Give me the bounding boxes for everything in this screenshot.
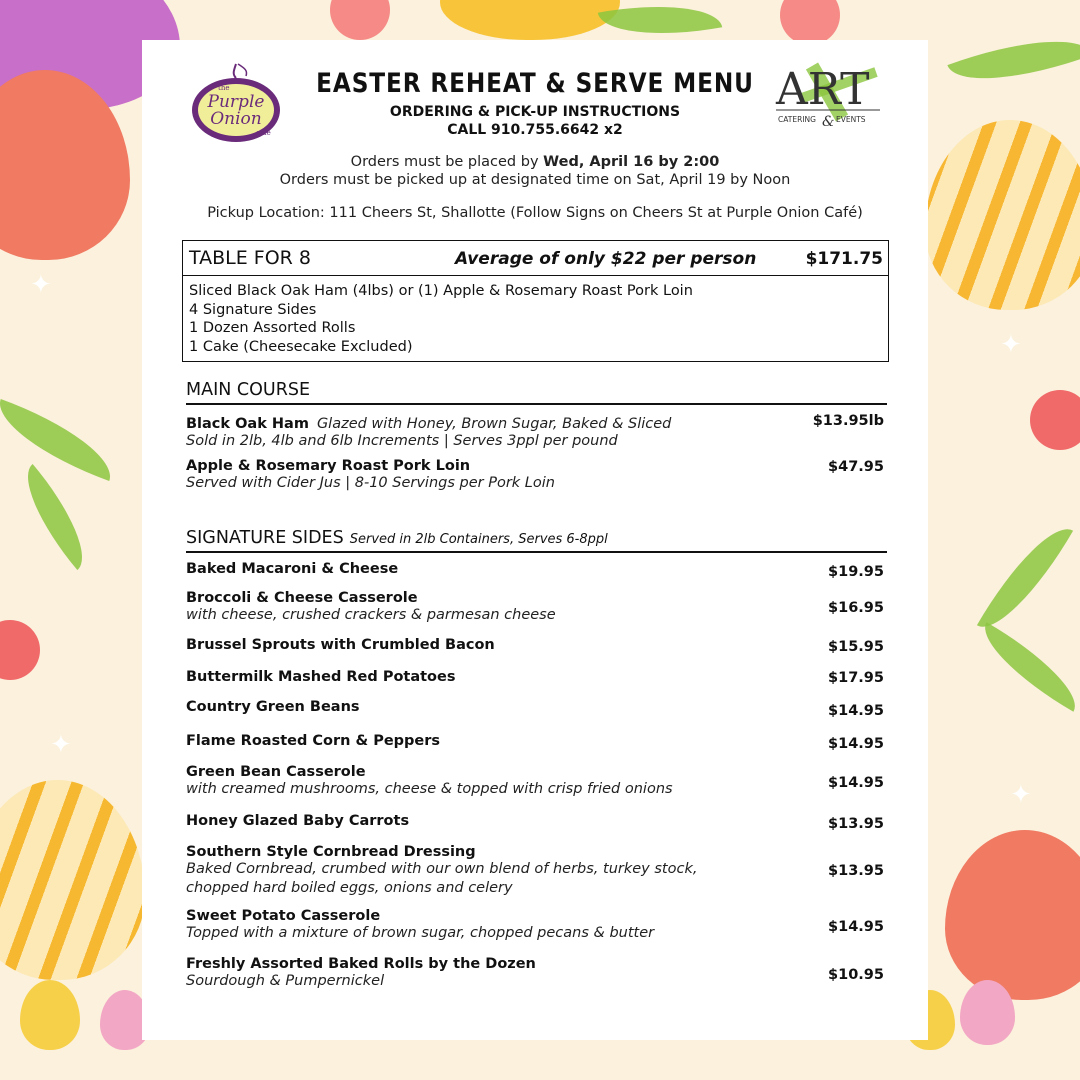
pink-flower-decoration: [330, 0, 390, 40]
menu-item-sweet-potato-casserole: [186, 908, 886, 943]
menu-item-black-oak-ham: [186, 413, 886, 451]
item-desc-line2: chopped hard boiled eggs, onions and celery: [186, 880, 513, 896]
yellow-egg-decoration: [440, 0, 620, 40]
art-tagline-amp: &: [822, 114, 835, 130]
item-desc: Sold in 2lb, 4lb and 6lb Increments | Serves 3ppl per pound: [186, 433, 618, 449]
menu-item-green-bean-casserole: [186, 764, 886, 799]
table-for-8-line: 4 Signature Sides: [189, 301, 317, 318]
logo-small-top: the: [218, 84, 230, 92]
menu-item-brussel-sprouts: [186, 637, 886, 653]
item-desc: Sourdough & Pumpernickel: [186, 973, 385, 989]
striped-egg-bottom-left: [0, 780, 145, 980]
leaf-decoration: [947, 17, 1080, 102]
item-price: $14.95: [828, 736, 884, 752]
item-price: $19.95: [828, 564, 884, 580]
item-name: Apple & Rosemary Roast Pork Loin: [186, 458, 471, 474]
pink-flower-decoration: [0, 620, 40, 680]
leaf-decoration: [977, 513, 1073, 644]
item-price: $14.95: [828, 775, 884, 791]
phone-number: CALL 910.755.6642 x2: [447, 122, 623, 138]
item-desc: Baked Cornbread, crumbed with our own blend of herbs, turkey stock,: [186, 861, 698, 877]
item-name: Brussel Sprouts with Crumbled Bacon: [186, 637, 495, 653]
order-deadline-prefix: Orders must be placed by: [350, 154, 544, 170]
ordering-instructions: ORDERING & PICK-UP INSTRUCTIONS: [389, 104, 681, 120]
sparkle-icon: ✦: [50, 730, 72, 760]
table-for-8-contents: [183, 276, 888, 356]
menu-title: EASTER REHEAT & SERVE MENU: [316, 68, 754, 99]
leaf-decoration: [0, 399, 123, 481]
menu-item-roasted-corn: [186, 733, 886, 752]
signature-sides-title: SIGNATURE SIDES: [186, 528, 344, 548]
item-price: $17.95: [828, 670, 884, 686]
item-desc: Served with Cider Jus | 8-10 Servings per Pork Loin: [186, 475, 555, 491]
order-deadline: Wed, April 16 by 2:00: [543, 154, 720, 170]
item-price: $13.95: [828, 863, 884, 879]
table-for-8-header: [183, 241, 888, 276]
menu-item-baked-rolls: [186, 956, 886, 991]
table-for-8-box: [182, 240, 889, 362]
signature-sides-note: Served in 2lb Containers, Serves 6-8ppl: [349, 532, 608, 547]
item-price: $13.95: [828, 816, 884, 832]
item-name: Southern Style Cornbread Dressing: [186, 844, 476, 860]
easter-egg-basket-left: [20, 980, 80, 1050]
menu-item-cornbread-dressing: [186, 844, 886, 898]
item-price: $13.95lb: [812, 413, 884, 429]
signature-sides-header: [186, 528, 887, 553]
main-course-title: MAIN COURSE: [186, 380, 311, 400]
pink-flower-decoration: [1030, 390, 1080, 450]
logo-line2: Onion: [210, 109, 262, 129]
menu-item-broccoli-casserole: [186, 590, 886, 625]
menu-item-baby-carrots: [186, 813, 886, 832]
leaf-decoration: [970, 622, 1080, 711]
item-name: Broccoli & Cheese Casserole: [186, 590, 418, 606]
table-for-8-price: $171.75: [805, 249, 883, 269]
table-for-8-line: 1 Dozen Assorted Rolls: [189, 320, 356, 336]
logo-small-bottom: café: [256, 129, 271, 137]
item-price: $16.95: [828, 600, 884, 616]
pickup-location: Pickup Location: 111 Cheers St, Shallotte (Follow Signs on Cheers St at Purple Onion Café): [207, 205, 863, 221]
sparkle-icon: ✦: [1000, 330, 1022, 360]
striped-egg-decoration: [925, 120, 1080, 310]
menu-item-mashed-potatoes: [186, 669, 886, 685]
item-name: Freshly Assorted Baked Rolls by the Dozen: [186, 956, 536, 972]
menu-card: [142, 40, 928, 1040]
item-name: Black Oak Ham: [186, 416, 309, 432]
item-price: $10.95: [828, 967, 884, 983]
item-inline-desc: Glazed with Honey, Brown Sugar, Baked & Sliced: [316, 416, 672, 432]
pickup-time: Orders must be picked up at designated time on Sat, April 19 by Noon: [279, 172, 791, 188]
art-tagline-left: CATERING: [778, 115, 816, 124]
table-for-8-line: 1 Cake (Cheesecake Excluded): [189, 338, 413, 355]
pink-flower-decoration: [780, 0, 840, 45]
item-name: Flame Roasted Corn & Peppers: [186, 733, 441, 749]
item-name: Honey Glazed Baby Carrots: [186, 813, 410, 829]
item-name: Sweet Potato Casserole: [186, 908, 381, 924]
art-logo-text: ART: [776, 64, 870, 115]
item-price: $15.95: [828, 639, 884, 655]
item-price: $14.95: [828, 703, 884, 719]
item-name: Country Green Beans: [186, 699, 360, 715]
table-for-8-line: Sliced Black Oak Ham (4lbs) or (1) Apple & Rosemary Roast Pork Loin: [189, 283, 693, 299]
order-deadline-line: [142, 154, 928, 170]
main-course-header: [186, 380, 887, 405]
item-name: Baked Macaroni & Cheese: [186, 561, 399, 577]
pink-egg-decoration: [945, 830, 1080, 1000]
menu-item-green-beans: [186, 699, 886, 719]
item-desc: Topped with a mixture of brown sugar, chopped pecans & butter: [186, 925, 655, 941]
item-name: Green Bean Casserole: [186, 764, 366, 780]
logo-line1: Purple: [207, 92, 265, 112]
item-desc: with cheese, crushed crackers & parmesan cheese: [186, 607, 556, 623]
menu-item-pork-loin: [186, 458, 886, 493]
item-price: $47.95: [828, 459, 884, 475]
item-name: Buttermilk Mashed Red Potatoes: [186, 669, 456, 685]
table-for-8-average: Average of only $22 per person: [455, 249, 757, 269]
item-price: $14.95: [828, 919, 884, 935]
sparkle-icon: ✦: [30, 270, 52, 300]
sparkle-icon: ✦: [1010, 780, 1032, 810]
table-for-8-title: TABLE FOR 8: [189, 247, 312, 269]
item-desc: with creamed mushrooms, cheese & topped with crisp fried onions: [186, 781, 673, 797]
leaf-decoration: [7, 464, 104, 570]
art-tagline-right: EVENTS: [836, 115, 866, 124]
menu-item-mac-cheese: [186, 561, 886, 580]
